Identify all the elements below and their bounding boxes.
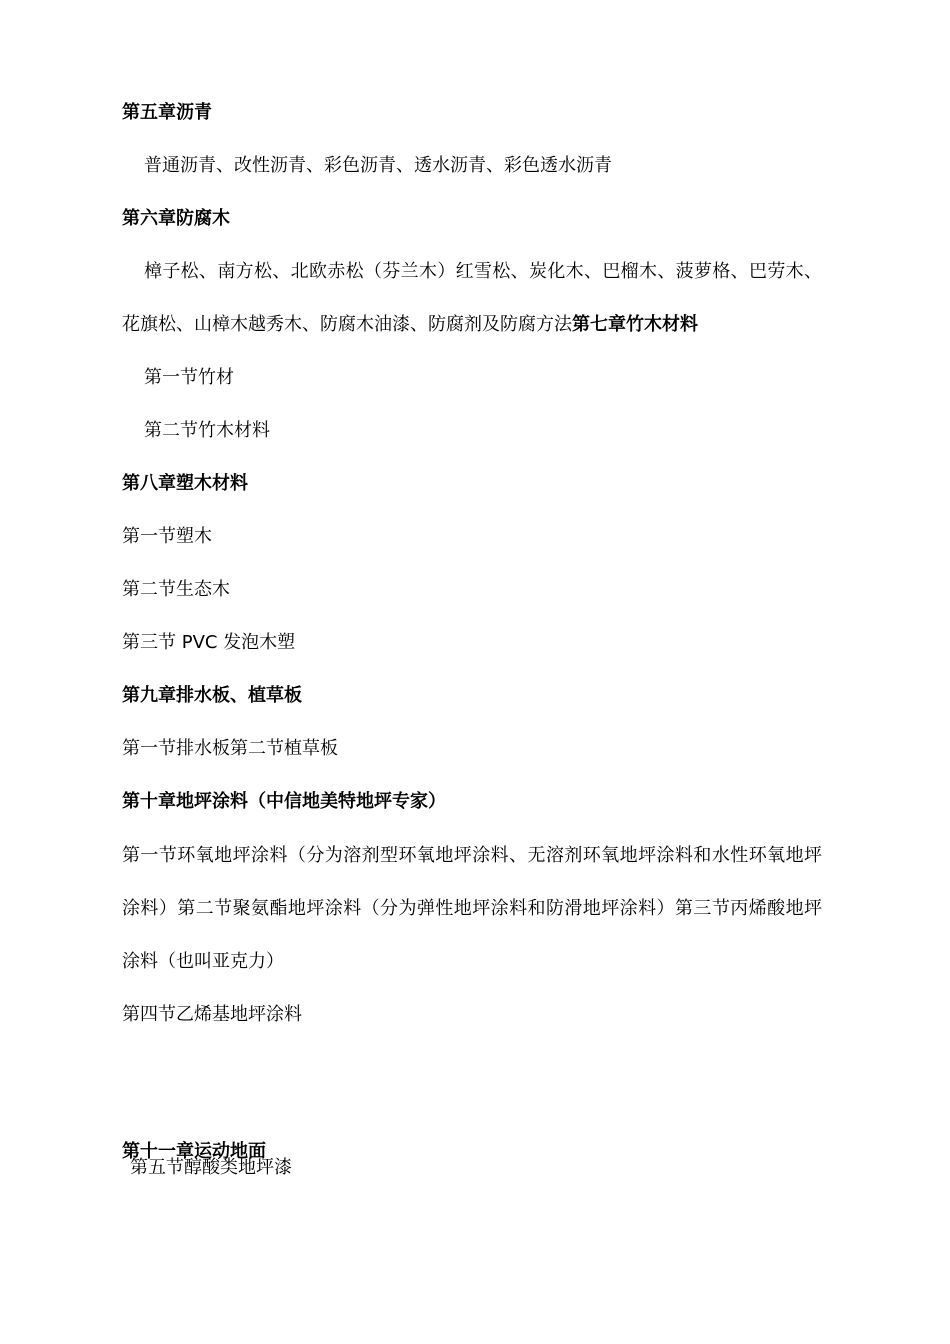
chapter-7-section-1: 第一节竹材 bbox=[144, 367, 234, 388]
chapter-8-title: 第八章塑木材料 bbox=[122, 473, 248, 494]
chapter-6-paragraph bbox=[122, 245, 822, 351]
chapter-10-section-4: 第四节乙烯基地坪涂料 bbox=[122, 1004, 302, 1025]
chapter-9-title: 第九章排水板、植草板 bbox=[122, 685, 302, 706]
chapter-6-title: 第六章防腐木 bbox=[122, 208, 230, 229]
chapter-11-title: 第十一章运动地面 bbox=[122, 1141, 266, 1162]
chapter-5-items: 普通沥青、改性沥青、彩色沥青、透水沥青、彩色透水沥青 bbox=[144, 155, 612, 176]
chapter-8-section-1: 第一节塑木 bbox=[122, 526, 212, 547]
floating-text-box: 第五节醇酸类地坪漆 bbox=[130, 1157, 292, 1178]
chapter-5-title: 第五章沥青 bbox=[122, 102, 212, 123]
chapter-8-section-2: 第二节生态木 bbox=[122, 579, 230, 600]
chapter-7-title: 第七章竹木材料 bbox=[572, 314, 698, 335]
chapter-8-section-3: 第三节 PVC 发泡木塑 bbox=[122, 632, 296, 653]
chapter-10-title: 第十章地坪涂料（中信地美特地坪专家） bbox=[122, 791, 446, 812]
chapter-6-body: 樟子松、南方松、北欧赤松（芬兰木）红雪松、炭化木、巴榴木、菠萝格、巴劳木、花旗松、山樟木越秀木、防腐木油漆、防腐剂及防腐方法 bbox=[122, 261, 822, 335]
chapter-9-sections: 第一节排水板第二节植草板 bbox=[122, 738, 338, 759]
chapter-10-paragraph: 第一节环氧地坪涂料（分为溶剂型环氧地坪涂料、无溶剂环氧地坪涂料和水性环氧地坪涂料）第二节聚氨酯地坪涂料（分为弹性地坪涂料和防滑地坪涂料）第三节丙烯酸地坪涂料（也叫亚克力） bbox=[122, 845, 822, 972]
chapter-7-section-2: 第二节竹木材料 bbox=[144, 420, 270, 441]
